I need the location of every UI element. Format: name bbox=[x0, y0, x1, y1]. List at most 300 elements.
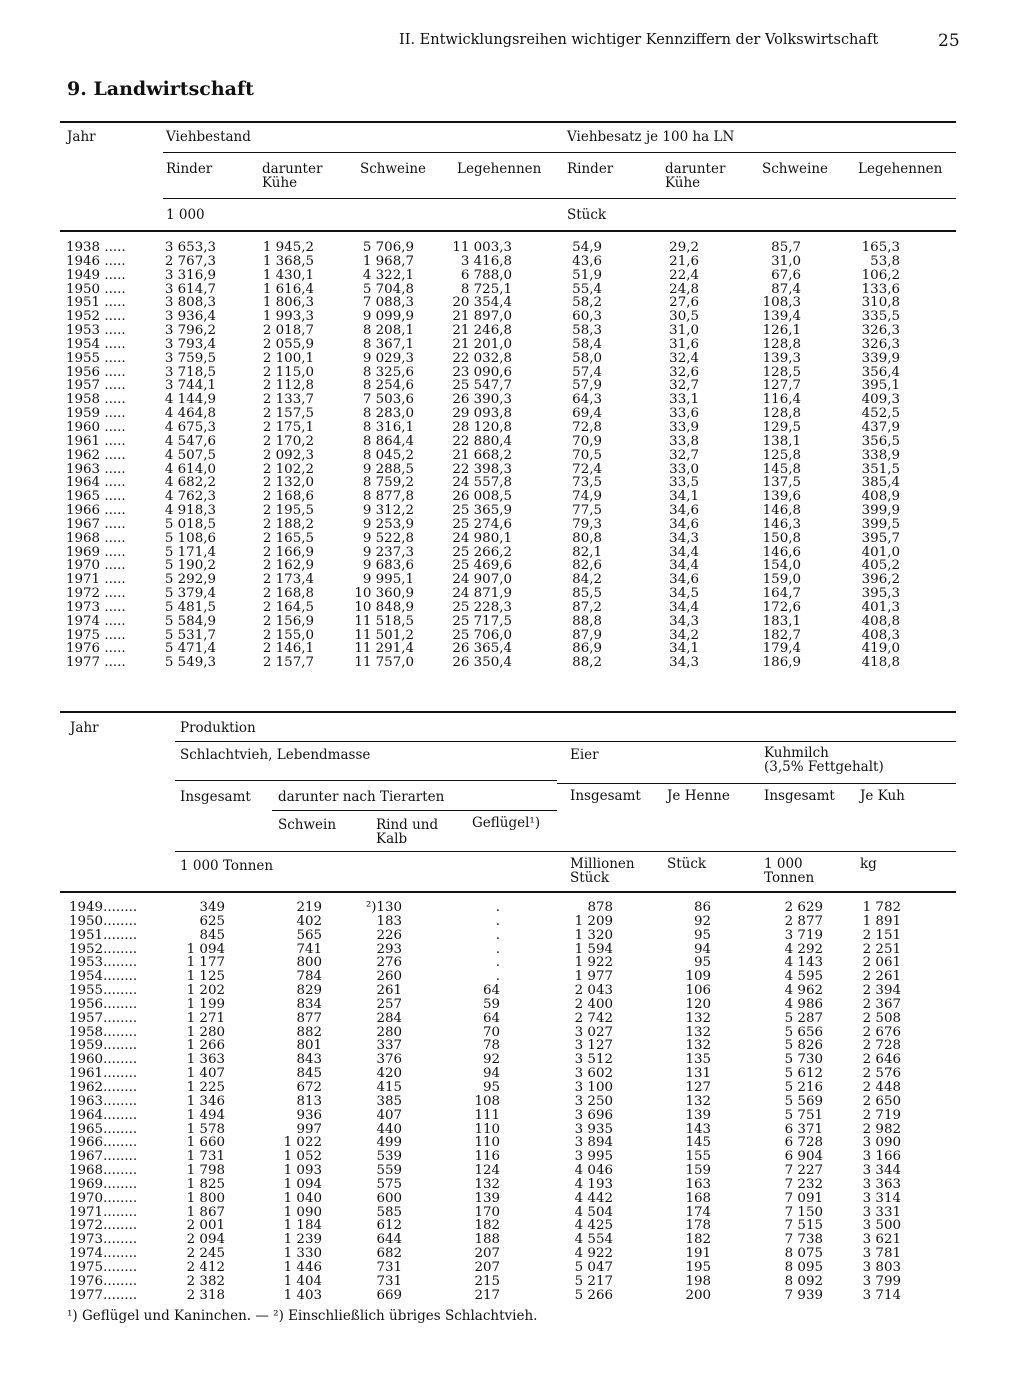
value-cell: 2 400 bbox=[574, 997, 613, 1012]
value-cell: 337 bbox=[376, 1039, 402, 1054]
value-cell: 402 bbox=[296, 914, 322, 929]
value-cell: 326,3 bbox=[861, 337, 900, 352]
value-cell: 143 bbox=[685, 1122, 711, 1137]
value-cell: 1 090 bbox=[283, 1205, 322, 1220]
value-cell: 845 bbox=[199, 928, 225, 943]
value-cell: 3 100 bbox=[574, 1080, 613, 1095]
value-cell: . bbox=[495, 928, 500, 943]
value-cell: 34,6 bbox=[669, 517, 699, 532]
value-cell: 9 237,3 bbox=[362, 545, 414, 560]
value-cell: 33,0 bbox=[669, 462, 699, 477]
value-cell: 3 803 bbox=[862, 1260, 901, 1275]
value-cell: 843 bbox=[296, 1053, 322, 1068]
year-cell: 1949........ bbox=[69, 901, 138, 915]
value-cell: 11 291,4 bbox=[354, 642, 414, 657]
value-cell: 191 bbox=[685, 1247, 711, 1261]
value-cell: 276 bbox=[376, 956, 402, 971]
value-cell: 1 782 bbox=[862, 901, 901, 915]
value-cell: 2 742 bbox=[574, 1011, 613, 1026]
value-cell: 878 bbox=[587, 901, 613, 915]
value-cell: 95 bbox=[693, 928, 711, 943]
value-cell: 5 706,9 bbox=[362, 241, 414, 255]
value-cell: 164,7 bbox=[762, 587, 801, 601]
group-kuhmilch: Kuhmilch (3,5% Fettgehalt) bbox=[764, 745, 884, 775]
value-cell: 135 bbox=[685, 1053, 711, 1068]
value-cell: 3 759,5 bbox=[164, 351, 216, 366]
table-row bbox=[66, 573, 900, 587]
value-cell: 2 102,2 bbox=[262, 462, 314, 477]
value-cell: 4 442 bbox=[574, 1191, 613, 1206]
value-cell: 5 549,3 bbox=[164, 656, 216, 671]
value-cell: 2 168,8 bbox=[262, 587, 314, 601]
value-cell: 1 094 bbox=[283, 1177, 322, 1192]
value-cell: 34,3 bbox=[669, 531, 699, 546]
value-cell: 8 325,6 bbox=[362, 365, 414, 380]
value-cell: 2 168,6 bbox=[262, 490, 314, 505]
value-cell: 8 759,2 bbox=[362, 476, 414, 491]
value-cell: 3 935 bbox=[574, 1122, 613, 1137]
value-cell: 183,1 bbox=[762, 614, 801, 629]
value-cell: 33,5 bbox=[669, 476, 699, 491]
value-cell: 8 208,1 bbox=[362, 324, 414, 338]
value-cell: 84,2 bbox=[572, 573, 602, 588]
value-cell: 26 008,5 bbox=[452, 490, 512, 505]
table-rule bbox=[272, 810, 557, 811]
year-cell: 1973 ..... bbox=[66, 600, 126, 615]
value-cell: 26 350,4 bbox=[452, 656, 512, 671]
value-cell: 1 239 bbox=[283, 1233, 322, 1248]
table-row bbox=[66, 393, 900, 407]
col-year-header: Jahr bbox=[70, 720, 99, 736]
value-cell: 1 363 bbox=[186, 1053, 225, 1068]
value-cell: 1 798 bbox=[186, 1164, 225, 1178]
value-cell: 155 bbox=[685, 1150, 711, 1165]
year-cell: 1977 ..... bbox=[66, 656, 126, 671]
value-cell: 1 177 bbox=[186, 956, 225, 971]
value-cell: 139 bbox=[474, 1191, 500, 1206]
value-cell: 1 368,5 bbox=[262, 254, 314, 269]
value-cell: 198 bbox=[685, 1274, 711, 1289]
value-cell: 1 346 bbox=[186, 1094, 225, 1109]
value-cell: 351,5 bbox=[861, 462, 900, 477]
value-cell: 25 365,9 bbox=[452, 504, 512, 518]
value-cell: 7 939 bbox=[784, 1288, 823, 1303]
table-row bbox=[66, 407, 900, 421]
value-cell: 170 bbox=[474, 1205, 500, 1220]
value-cell: 159,0 bbox=[762, 573, 801, 588]
value-cell: 2 094 bbox=[186, 1233, 225, 1248]
value-cell: 3 796,2 bbox=[164, 324, 216, 338]
value-cell: 3 894 bbox=[574, 1136, 613, 1151]
value-cell: 159 bbox=[685, 1164, 711, 1178]
table-row bbox=[66, 559, 900, 573]
value-cell: 2 156,9 bbox=[262, 614, 314, 629]
value-cell: 106 bbox=[685, 984, 711, 998]
value-cell: 7 227 bbox=[784, 1164, 823, 1178]
value-cell: 139 bbox=[685, 1108, 711, 1123]
value-cell: 11 003,3 bbox=[452, 241, 512, 255]
value-cell: 356,4 bbox=[861, 365, 900, 380]
value-cell: 1 968,7 bbox=[362, 254, 414, 269]
value-cell: 64 bbox=[482, 1011, 500, 1026]
year-cell: 1962 ..... bbox=[66, 448, 126, 463]
value-cell: 4 504 bbox=[574, 1205, 613, 1220]
value-cell: 31,0 bbox=[669, 324, 699, 338]
group-viehbesatz: Viehbesatz je 100 ha LN bbox=[567, 129, 735, 145]
value-cell: 682 bbox=[376, 1247, 402, 1261]
value-cell: 326,3 bbox=[861, 324, 900, 338]
unit-label: Millionen Stück bbox=[570, 856, 635, 886]
value-cell: 133,6 bbox=[861, 282, 900, 297]
year-cell: 1950........ bbox=[69, 914, 138, 929]
value-cell: 34,1 bbox=[669, 642, 699, 657]
value-cell: 4 322,1 bbox=[362, 268, 414, 283]
value-cell: 2 162,9 bbox=[262, 559, 314, 574]
value-cell: 3 808,3 bbox=[164, 296, 216, 311]
year-cell: 1954........ bbox=[69, 970, 138, 985]
value-cell: . bbox=[495, 914, 500, 929]
value-cell: 128,8 bbox=[762, 407, 801, 421]
value-cell: 4 922 bbox=[574, 1247, 613, 1261]
value-cell: 3 653,3 bbox=[164, 241, 216, 255]
value-cell: 2 629 bbox=[784, 901, 823, 915]
value-cell: 2 646 bbox=[862, 1053, 901, 1068]
value-cell: 11 501,2 bbox=[354, 628, 414, 643]
value-cell: 399,5 bbox=[861, 517, 900, 532]
value-cell: 188 bbox=[474, 1233, 500, 1248]
value-cell: 125,8 bbox=[762, 448, 801, 463]
value-cell: 401,3 bbox=[861, 600, 900, 615]
value-cell: 124 bbox=[474, 1164, 500, 1178]
value-cell: 3 621 bbox=[862, 1233, 901, 1248]
group-viehbestand: Viehbestand bbox=[166, 129, 251, 145]
value-cell: 1 594 bbox=[574, 942, 613, 957]
year-cell: 1954 ..... bbox=[66, 337, 126, 352]
value-cell: 80,8 bbox=[572, 531, 602, 546]
unit-label: 1 000 bbox=[166, 207, 205, 223]
value-cell: 8 367,1 bbox=[362, 337, 414, 352]
value-cell: 4 762,3 bbox=[164, 490, 216, 505]
value-cell: 111 bbox=[474, 1108, 500, 1123]
value-cell: 126,1 bbox=[762, 324, 801, 338]
section-title: 9. Landwirtschaft bbox=[67, 78, 254, 100]
value-cell: 5 379,4 bbox=[164, 587, 216, 601]
value-cell: 1 731 bbox=[186, 1150, 225, 1165]
year-cell: 1952........ bbox=[69, 942, 138, 957]
value-cell: 94 bbox=[693, 942, 711, 957]
value-cell: 9 288,5 bbox=[362, 462, 414, 477]
value-cell: 4 675,3 bbox=[164, 420, 216, 435]
value-cell: 257 bbox=[376, 997, 402, 1012]
value-cell: 127,7 bbox=[762, 379, 801, 394]
value-cell: 154,0 bbox=[762, 559, 801, 574]
value-cell: 5 531,7 bbox=[164, 628, 216, 643]
year-cell: 1976 ..... bbox=[66, 642, 126, 657]
value-cell: 55,4 bbox=[572, 282, 602, 297]
value-cell: 5 471,4 bbox=[164, 642, 216, 657]
value-cell: 2 055,9 bbox=[262, 337, 314, 352]
value-cell: 139,3 bbox=[762, 351, 801, 366]
value-cell: 2 115,0 bbox=[262, 365, 314, 380]
livestock-table bbox=[60, 118, 956, 678]
value-cell: 226 bbox=[376, 928, 402, 943]
value-cell: 565 bbox=[296, 928, 322, 943]
value-cell: 34,6 bbox=[669, 504, 699, 518]
col-header: Schweine bbox=[360, 161, 427, 177]
col-header: Legehennen bbox=[457, 161, 542, 177]
value-cell: 385 bbox=[376, 1094, 402, 1109]
value-cell: 165,3 bbox=[861, 241, 900, 255]
value-cell: 1 578 bbox=[186, 1122, 225, 1137]
year-cell: 1970 ..... bbox=[66, 559, 126, 574]
value-cell: 21 668,2 bbox=[452, 448, 512, 463]
table-row bbox=[66, 435, 900, 449]
value-cell: 9 522,8 bbox=[362, 531, 414, 546]
year-cell: 1959 ..... bbox=[66, 407, 126, 421]
value-cell: 882 bbox=[296, 1025, 322, 1040]
table-row bbox=[66, 546, 900, 560]
value-cell: 28 120,8 bbox=[452, 420, 512, 435]
group-eier: Eier bbox=[570, 747, 599, 763]
value-cell: 3 718,5 bbox=[164, 365, 216, 380]
value-cell: 2 170,2 bbox=[262, 434, 314, 449]
value-cell: 95 bbox=[693, 956, 711, 971]
value-cell: 418,8 bbox=[861, 656, 900, 671]
value-cell: 625 bbox=[199, 914, 225, 929]
value-cell: 116 bbox=[474, 1150, 500, 1165]
year-cell: 1956 ..... bbox=[66, 365, 126, 380]
value-cell: 7 515 bbox=[784, 1219, 823, 1234]
value-cell: 172,6 bbox=[762, 600, 801, 615]
value-cell: 138,1 bbox=[762, 434, 801, 449]
value-cell: 22,4 bbox=[669, 268, 699, 283]
value-cell: 2 261 bbox=[862, 970, 901, 985]
table-row bbox=[69, 1026, 901, 1040]
value-cell: 74,9 bbox=[572, 490, 602, 505]
value-cell: 109 bbox=[685, 970, 711, 985]
table-row bbox=[69, 1233, 901, 1247]
value-cell: 106,2 bbox=[861, 268, 900, 283]
value-cell: 11 518,5 bbox=[354, 614, 414, 629]
value-cell: 261 bbox=[376, 984, 402, 998]
value-cell: 2 767,3 bbox=[164, 254, 216, 269]
year-cell: 1949 ..... bbox=[66, 268, 126, 283]
value-cell: 87,2 bbox=[572, 600, 602, 615]
value-cell: 2 165,5 bbox=[262, 531, 314, 546]
year-cell: 1953 ..... bbox=[66, 324, 126, 338]
value-cell: 407 bbox=[376, 1108, 402, 1123]
value-cell: 2 676 bbox=[862, 1025, 901, 1040]
value-cell: 4 193 bbox=[574, 1177, 613, 1192]
value-cell: 78 bbox=[482, 1039, 500, 1054]
value-cell: 2 157,5 bbox=[262, 407, 314, 421]
year-cell: 1972........ bbox=[69, 1219, 138, 1234]
value-cell: 3 799 bbox=[862, 1274, 901, 1289]
table-rule bbox=[175, 741, 956, 742]
value-cell: 1 199 bbox=[186, 997, 225, 1012]
year-cell: 1973........ bbox=[69, 1233, 138, 1248]
year-cell: 1965 ..... bbox=[66, 490, 126, 505]
value-cell: 437,9 bbox=[861, 420, 900, 435]
value-cell: 4 547,6 bbox=[164, 434, 216, 449]
production-data bbox=[69, 901, 901, 1302]
value-cell: 409,3 bbox=[861, 393, 900, 408]
value-cell: 5 047 bbox=[574, 1260, 613, 1275]
value-cell: 4 507,5 bbox=[164, 448, 216, 463]
value-cell: 575 bbox=[376, 1177, 402, 1192]
value-cell: 1 052 bbox=[283, 1150, 322, 1165]
value-cell: 1 022 bbox=[283, 1136, 322, 1151]
value-cell: 499 bbox=[376, 1136, 402, 1151]
value-cell: 4 046 bbox=[574, 1164, 613, 1178]
value-cell: 3 793,4 bbox=[164, 337, 216, 352]
table-row bbox=[66, 463, 900, 477]
table-rule bbox=[60, 230, 956, 232]
table-row bbox=[66, 296, 900, 310]
value-cell: . bbox=[495, 942, 500, 957]
value-cell: 5 704,8 bbox=[362, 282, 414, 297]
value-cell: 57,9 bbox=[572, 379, 602, 394]
value-cell: 3 995 bbox=[574, 1150, 613, 1165]
value-cell: 82,1 bbox=[572, 545, 602, 560]
value-cell: 1 800 bbox=[186, 1191, 225, 1206]
table-row bbox=[69, 998, 901, 1012]
value-cell: 2 092,3 bbox=[262, 448, 314, 463]
value-cell: 2 043 bbox=[574, 984, 613, 998]
year-cell: 1971........ bbox=[69, 1205, 138, 1220]
value-cell: 7 232 bbox=[784, 1177, 823, 1192]
table-row bbox=[66, 269, 900, 283]
value-cell: 110 bbox=[474, 1122, 500, 1137]
value-cell: 21 246,8 bbox=[452, 324, 512, 338]
value-cell: 936 bbox=[296, 1108, 322, 1123]
col-header: Rinder bbox=[567, 161, 614, 177]
value-cell: 21 897,0 bbox=[452, 310, 512, 325]
year-cell: 1969........ bbox=[69, 1177, 138, 1192]
value-cell: 24 980,1 bbox=[452, 531, 512, 546]
value-cell: 4 918,3 bbox=[164, 504, 216, 518]
table-row bbox=[69, 1109, 901, 1123]
value-cell: 34,3 bbox=[669, 656, 699, 671]
value-cell: 11 757,0 bbox=[354, 656, 414, 671]
value-cell: 25 706,0 bbox=[452, 628, 512, 643]
value-cell: 1 209 bbox=[574, 914, 613, 929]
value-cell: 145 bbox=[685, 1136, 711, 1151]
value-cell: 60,3 bbox=[572, 310, 602, 325]
year-cell: 1976........ bbox=[69, 1274, 138, 1289]
table-row bbox=[66, 532, 900, 546]
value-cell: 1 280 bbox=[186, 1025, 225, 1040]
value-cell: 672 bbox=[296, 1080, 322, 1095]
value-cell: 5 481,5 bbox=[164, 600, 216, 615]
table-row bbox=[69, 1123, 901, 1137]
value-cell: 1 320 bbox=[574, 928, 613, 943]
value-cell: . bbox=[495, 901, 500, 915]
value-cell: 5 751 bbox=[784, 1108, 823, 1123]
table-row bbox=[66, 366, 900, 380]
value-cell: 85,7 bbox=[771, 241, 801, 255]
value-cell: 2 173,4 bbox=[262, 573, 314, 588]
table-row bbox=[66, 601, 900, 615]
col-year-header: Jahr bbox=[67, 129, 96, 145]
year-cell: 1958........ bbox=[69, 1025, 138, 1040]
year-cell: 1964........ bbox=[69, 1108, 138, 1123]
table-row bbox=[66, 352, 900, 366]
value-cell: 2 001 bbox=[186, 1219, 225, 1234]
value-cell: 31,6 bbox=[669, 337, 699, 352]
value-cell: 34,3 bbox=[669, 614, 699, 629]
year-cell: 1957........ bbox=[69, 1011, 138, 1026]
table-row bbox=[66, 642, 900, 656]
table-row bbox=[69, 1247, 901, 1261]
value-cell: 215 bbox=[474, 1274, 500, 1289]
table-row bbox=[69, 929, 901, 943]
value-cell: 399,9 bbox=[861, 504, 900, 518]
year-cell: 1974 ..... bbox=[66, 614, 126, 629]
value-cell: 3 512 bbox=[574, 1053, 613, 1068]
table-row bbox=[69, 1012, 901, 1026]
value-cell: 43,6 bbox=[572, 254, 602, 269]
value-cell: 1 977 bbox=[574, 970, 613, 985]
year-cell: 1959........ bbox=[69, 1039, 138, 1054]
value-cell: . bbox=[495, 970, 500, 985]
value-cell: 8 075 bbox=[784, 1247, 823, 1261]
table-row bbox=[66, 518, 900, 532]
table-row bbox=[69, 1219, 901, 1233]
value-cell: 168 bbox=[685, 1191, 711, 1206]
value-cell: 4 425 bbox=[574, 1219, 613, 1234]
value-cell: 4 554 bbox=[574, 1233, 613, 1248]
value-cell: 195 bbox=[685, 1260, 711, 1275]
table-row bbox=[69, 1136, 901, 1150]
value-cell: 8 316,1 bbox=[362, 420, 414, 435]
value-cell: 2 251 bbox=[862, 942, 901, 957]
value-cell: 731 bbox=[376, 1260, 402, 1275]
value-cell: 8 045,2 bbox=[362, 448, 414, 463]
value-cell: 163 bbox=[685, 1177, 711, 1192]
table-row bbox=[66, 615, 900, 629]
col-header: Rind und Kalb bbox=[376, 817, 439, 847]
value-cell: 1 202 bbox=[186, 984, 225, 998]
table-row bbox=[66, 241, 900, 255]
value-cell: 22 032,8 bbox=[452, 351, 512, 366]
value-cell: 3 614,7 bbox=[164, 282, 216, 297]
year-cell: 1975 ..... bbox=[66, 628, 126, 643]
value-cell: 260 bbox=[376, 970, 402, 985]
year-cell: 1952 ..... bbox=[66, 310, 126, 325]
value-cell: 408,3 bbox=[861, 628, 900, 643]
table-row bbox=[69, 1095, 901, 1109]
value-cell: 1 616,4 bbox=[262, 282, 314, 297]
table-row bbox=[69, 1289, 901, 1303]
value-cell: 2 100,1 bbox=[262, 351, 314, 366]
value-cell: 731 bbox=[376, 1274, 402, 1289]
value-cell: 3 027 bbox=[574, 1025, 613, 1040]
value-cell: 539 bbox=[376, 1150, 402, 1165]
running-title: II. Entwicklungsreihen wichtiger Kennziffern der Volkswirtschaft bbox=[399, 32, 879, 48]
year-cell: 1966........ bbox=[69, 1136, 138, 1151]
value-cell: 92 bbox=[482, 1053, 500, 1068]
value-cell: 34,6 bbox=[669, 573, 699, 588]
table-row bbox=[69, 1178, 901, 1192]
value-cell: 182,7 bbox=[762, 628, 801, 643]
value-cell: 3 363 bbox=[862, 1177, 901, 1192]
value-cell: 2 719 bbox=[862, 1108, 901, 1123]
value-cell: 178 bbox=[685, 1219, 711, 1234]
value-cell: 145,8 bbox=[762, 462, 801, 477]
value-cell: 396,2 bbox=[861, 573, 900, 588]
value-cell: 784 bbox=[296, 970, 322, 985]
